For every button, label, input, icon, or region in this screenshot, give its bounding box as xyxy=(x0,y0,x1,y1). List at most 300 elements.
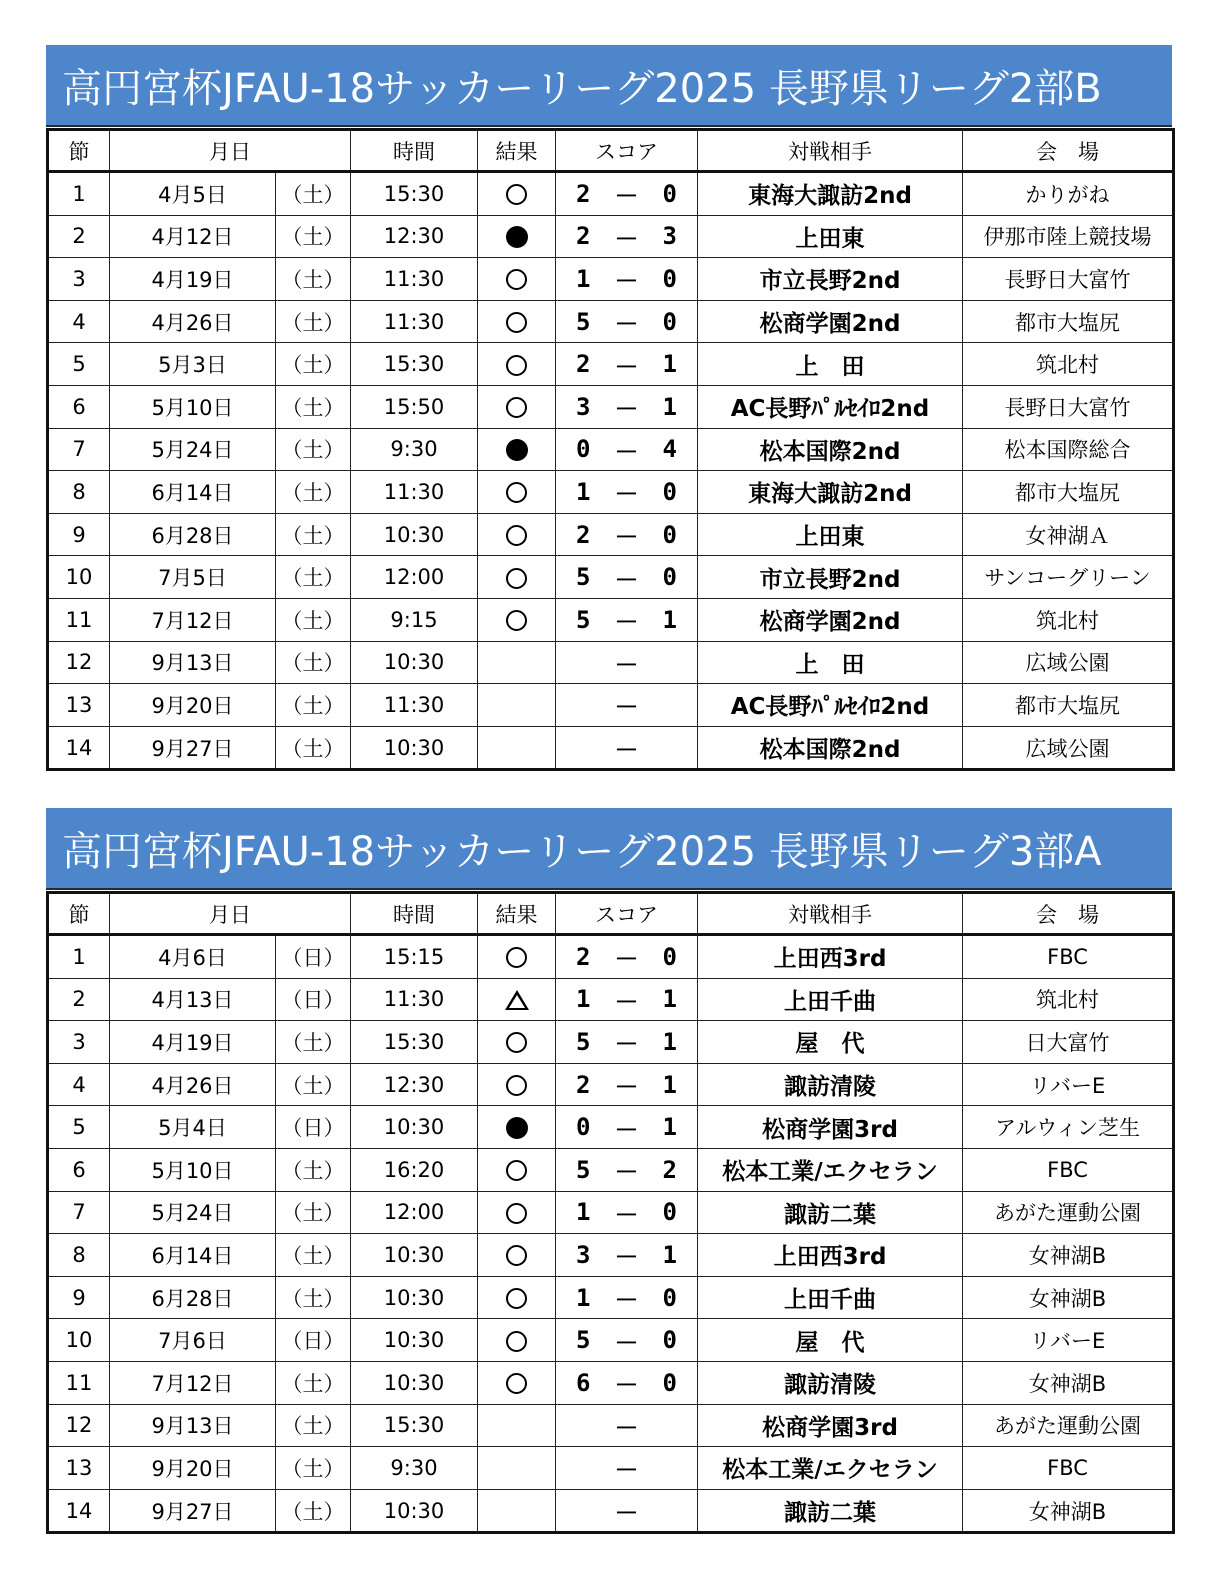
venue-name: リバーE xyxy=(963,1063,1174,1106)
match-date: 6月28日 xyxy=(110,1276,276,1319)
match-weekday: （日） xyxy=(276,935,351,979)
header-date: 月日 xyxy=(110,893,351,935)
match-weekday: （土） xyxy=(276,1234,351,1277)
match-date: 4月19日 xyxy=(110,258,276,301)
score-cell xyxy=(556,343,698,386)
opponent-name: 松本工業/エクセラン xyxy=(698,1148,963,1191)
header-venue: 会 場 xyxy=(963,893,1174,935)
venue-name: 女神湖B xyxy=(963,1489,1174,1533)
kickoff-time: 12:00 xyxy=(351,1191,478,1234)
match-weekday: （土） xyxy=(276,300,351,343)
score-cell xyxy=(556,172,698,216)
table-row xyxy=(48,1361,1174,1404)
score-home: 1 xyxy=(576,477,591,506)
venue-name: アルウィン芝生 xyxy=(963,1106,1174,1149)
match-date: 7月6日 xyxy=(110,1319,276,1362)
score-dash: － xyxy=(614,1158,639,1187)
score-dash: － xyxy=(614,736,639,765)
kickoff-time: 15:15 xyxy=(351,935,478,979)
table-row xyxy=(48,935,1174,979)
opponent-name: 上田西3rd xyxy=(698,935,963,979)
score-dash: － xyxy=(614,1115,639,1144)
venue-name: 松本国際総合 xyxy=(963,428,1174,471)
venue-name: 伊那市陸上競技場 xyxy=(963,215,1174,258)
score-away: 0 xyxy=(662,264,677,293)
opponent-name: 上田西3rd xyxy=(698,1234,963,1277)
score-dash: － xyxy=(614,437,639,466)
result-cell xyxy=(478,1404,556,1447)
match-date: 5月24日 xyxy=(110,1191,276,1234)
win-circle-icon xyxy=(506,1075,527,1096)
match-weekday: （土） xyxy=(276,684,351,727)
score-home: 1 xyxy=(576,264,591,293)
match-date: 7月5日 xyxy=(110,556,276,599)
score-dash: － xyxy=(614,182,639,211)
opponent-name: 上田千曲 xyxy=(698,978,963,1021)
kickoff-time: 15:30 xyxy=(351,343,478,386)
kickoff-time: 10:30 xyxy=(351,726,478,770)
match-weekday: （土） xyxy=(276,1404,351,1447)
score-home: 5 xyxy=(576,1326,591,1355)
result-cell xyxy=(478,598,556,641)
score-cell xyxy=(556,556,698,599)
score-cell xyxy=(556,385,698,428)
kickoff-time: 10:30 xyxy=(351,641,478,684)
result-cell xyxy=(478,215,556,258)
table-row xyxy=(48,513,1174,556)
venue-name: 都市大塩尻 xyxy=(963,471,1174,514)
win-circle-icon xyxy=(506,1160,527,1181)
score-cell xyxy=(556,1319,698,1362)
match-date: 9月13日 xyxy=(110,1404,276,1447)
score-cell xyxy=(556,641,698,684)
score-home: 2 xyxy=(576,520,591,549)
score-dash: － xyxy=(614,1286,639,1315)
match-date: 9月20日 xyxy=(110,684,276,727)
match-date: 5月4日 xyxy=(110,1106,276,1149)
round-no: 14 xyxy=(48,726,110,770)
opponent-name: 諏訪清陵 xyxy=(698,1063,963,1106)
result-cell xyxy=(478,1276,556,1319)
score-away: 0 xyxy=(662,1283,677,1312)
win-circle-icon xyxy=(506,1288,527,1309)
kickoff-time: 11:30 xyxy=(351,300,478,343)
kickoff-time: 10:30 xyxy=(351,1319,478,1362)
score-cell xyxy=(556,1489,698,1533)
table-row xyxy=(48,598,1174,641)
score-cell xyxy=(556,598,698,641)
score-cell xyxy=(556,1191,698,1234)
kickoff-time: 15:50 xyxy=(351,385,478,428)
kickoff-time: 12:00 xyxy=(351,556,478,599)
kickoff-time: 15:30 xyxy=(351,1404,478,1447)
match-date: 5月10日 xyxy=(110,1148,276,1191)
opponent-name: 松本国際2nd xyxy=(698,726,963,770)
table-row xyxy=(48,1106,1174,1149)
round-no: 1 xyxy=(48,172,110,216)
venue-name: 女神湖B xyxy=(963,1276,1174,1319)
opponent-name: 屋 代 xyxy=(698,1319,963,1362)
round-no: 12 xyxy=(48,641,110,684)
header-date: 月日 xyxy=(110,130,351,172)
venue-name: 女神湖B xyxy=(963,1234,1174,1277)
venue-name: 広域公園 xyxy=(963,641,1174,684)
table-row xyxy=(48,300,1174,343)
win-circle-icon xyxy=(506,184,527,205)
table-row xyxy=(48,258,1174,301)
score-cell xyxy=(556,978,698,1021)
score-cell xyxy=(556,1361,698,1404)
score-home: 0 xyxy=(576,1113,591,1142)
score-away: 0 xyxy=(662,1198,677,1227)
kickoff-time: 12:30 xyxy=(351,1063,478,1106)
round-no: 9 xyxy=(48,513,110,556)
round-no: 10 xyxy=(48,1319,110,1362)
match-date: 5月3日 xyxy=(110,343,276,386)
score-away: 1 xyxy=(662,350,677,379)
match-date: 4月26日 xyxy=(110,1063,276,1106)
score-dash: － xyxy=(614,224,639,253)
venue-name: FBC xyxy=(963,935,1174,979)
score-dash: － xyxy=(614,987,639,1016)
header-no: 節 xyxy=(48,893,110,935)
venue-name: FBC xyxy=(963,1447,1174,1490)
league-2b xyxy=(46,45,1172,771)
match-date: 4月26日 xyxy=(110,300,276,343)
venue-name: かりがね xyxy=(963,172,1174,216)
kickoff-time: 11:30 xyxy=(351,258,478,301)
score-cell xyxy=(556,1234,698,1277)
header-row xyxy=(48,130,1174,172)
round-no: 4 xyxy=(48,1063,110,1106)
opponent-name: 屋 代 xyxy=(698,1021,963,1064)
header-row xyxy=(48,893,1174,935)
match-date: 4月5日 xyxy=(110,172,276,216)
venue-name: あがた運動公園 xyxy=(963,1404,1174,1447)
header-result: 結果 xyxy=(478,130,556,172)
score-dash: － xyxy=(614,1499,639,1528)
match-weekday: （土） xyxy=(276,1191,351,1234)
round-no: 2 xyxy=(48,978,110,1021)
kickoff-time: 9:30 xyxy=(351,428,478,471)
win-circle-icon xyxy=(506,482,527,503)
result-cell xyxy=(478,471,556,514)
score-dash: － xyxy=(614,523,639,552)
win-circle-icon xyxy=(506,525,527,546)
table-row xyxy=(48,1319,1174,1362)
score-dash: － xyxy=(614,352,639,381)
table-row xyxy=(48,1234,1174,1277)
match-date: 9月13日 xyxy=(110,641,276,684)
score-away: 1 xyxy=(662,1240,677,1269)
score-dash: － xyxy=(614,565,639,594)
league-3a xyxy=(46,808,1172,1534)
venue-name: 長野日大富竹 xyxy=(963,385,1174,428)
table-row xyxy=(48,1447,1174,1490)
table-row xyxy=(48,1191,1174,1234)
win-circle-icon xyxy=(506,355,527,376)
round-no: 3 xyxy=(48,258,110,301)
match-weekday: （土） xyxy=(276,258,351,301)
score-cell xyxy=(556,935,698,979)
round-no: 1 xyxy=(48,935,110,979)
match-date: 7月12日 xyxy=(110,598,276,641)
score-away: 1 xyxy=(662,605,677,634)
venue-name: サンコーグリーン xyxy=(963,556,1174,599)
match-weekday: （日） xyxy=(276,1319,351,1362)
venue-name: あがた運動公園 xyxy=(963,1191,1174,1234)
opponent-name: 上田千曲 xyxy=(698,1276,963,1319)
score-cell xyxy=(556,258,698,301)
match-weekday: （土） xyxy=(276,1361,351,1404)
score-away: 1 xyxy=(662,1070,677,1099)
kickoff-time: 15:30 xyxy=(351,1021,478,1064)
kickoff-time: 12:30 xyxy=(351,215,478,258)
score-away: 0 xyxy=(662,520,677,549)
round-no: 3 xyxy=(48,1021,110,1064)
result-cell xyxy=(478,978,556,1021)
score-dash: － xyxy=(614,693,639,722)
opponent-name: 上 田 xyxy=(698,641,963,684)
venue-name: 筑北村 xyxy=(963,343,1174,386)
opponent-name: 諏訪二葉 xyxy=(698,1191,963,1234)
score-home: 2 xyxy=(576,1070,591,1099)
match-date: 9月20日 xyxy=(110,1447,276,1490)
kickoff-time: 10:30 xyxy=(351,1234,478,1277)
score-dash: － xyxy=(614,267,639,296)
score-cell xyxy=(556,1063,698,1106)
match-date: 9月27日 xyxy=(110,726,276,770)
score-cell xyxy=(556,471,698,514)
win-circle-icon xyxy=(506,1373,527,1394)
table-row xyxy=(48,343,1174,386)
round-no: 11 xyxy=(48,598,110,641)
match-weekday: （土） xyxy=(276,1021,351,1064)
kickoff-time: 11:30 xyxy=(351,978,478,1021)
match-weekday: （日） xyxy=(276,978,351,1021)
score-home: 2 xyxy=(576,222,591,251)
score-cell xyxy=(556,726,698,770)
result-cell xyxy=(478,1106,556,1149)
venue-name: 女神湖B xyxy=(963,1361,1174,1404)
score-home: 1 xyxy=(576,985,591,1014)
match-weekday: （土） xyxy=(276,1489,351,1533)
score-dash: － xyxy=(614,395,639,424)
result-cell xyxy=(478,1191,556,1234)
table-row xyxy=(48,215,1174,258)
win-circle-icon xyxy=(506,947,527,968)
score-home: 5 xyxy=(576,1155,591,1184)
score-home: 5 xyxy=(576,563,591,592)
match-weekday: （土） xyxy=(276,1447,351,1490)
round-no: 7 xyxy=(48,1191,110,1234)
score-home: 1 xyxy=(576,1283,591,1312)
opponent-name: 諏訪二葉 xyxy=(698,1489,963,1533)
round-no: 8 xyxy=(48,1234,110,1277)
score-away: 0 xyxy=(662,1368,677,1397)
score-cell xyxy=(556,428,698,471)
result-cell xyxy=(478,1234,556,1277)
table-row xyxy=(48,556,1174,599)
result-cell xyxy=(478,641,556,684)
score-dash: － xyxy=(614,1200,639,1229)
score-dash: － xyxy=(614,1456,639,1485)
league-title: 高円宮杯JFAU-18サッカーリーグ2025 長野県リーグ2部B xyxy=(46,45,1172,127)
match-weekday: （土） xyxy=(276,1148,351,1191)
score-home: 2 xyxy=(576,350,591,379)
match-weekday: （土） xyxy=(276,428,351,471)
opponent-name: 松商学園2nd xyxy=(698,598,963,641)
header-time: 時間 xyxy=(351,893,478,935)
win-circle-icon xyxy=(506,269,527,290)
venue-name: 都市大塩尻 xyxy=(963,300,1174,343)
table-row xyxy=(48,172,1174,216)
match-date: 6月28日 xyxy=(110,513,276,556)
round-no: 9 xyxy=(48,1276,110,1319)
match-weekday: （土） xyxy=(276,215,351,258)
header-opponent: 対戦相手 xyxy=(698,130,963,172)
score-away: 4 xyxy=(662,435,677,464)
table-row xyxy=(48,428,1174,471)
kickoff-time: 9:30 xyxy=(351,1447,478,1490)
result-cell xyxy=(478,172,556,216)
header-no: 節 xyxy=(48,130,110,172)
score-cell xyxy=(556,300,698,343)
match-weekday: （土） xyxy=(276,172,351,216)
win-circle-icon xyxy=(506,1245,527,1266)
opponent-name: 上田東 xyxy=(698,513,963,556)
opponent-name: 上 田 xyxy=(698,343,963,386)
header-score: スコア xyxy=(556,130,698,172)
header-venue: 会 場 xyxy=(963,130,1174,172)
table-row xyxy=(48,1489,1174,1533)
kickoff-time: 10:30 xyxy=(351,1276,478,1319)
venue-name: 日大富竹 xyxy=(963,1021,1174,1064)
score-dash: － xyxy=(614,310,639,339)
result-cell xyxy=(478,385,556,428)
result-cell xyxy=(478,1447,556,1490)
match-weekday: （日） xyxy=(276,1106,351,1149)
score-cell xyxy=(556,1148,698,1191)
opponent-name: 松本国際2nd xyxy=(698,428,963,471)
match-date: 4月13日 xyxy=(110,978,276,1021)
header-result: 結果 xyxy=(478,893,556,935)
opponent-name: AC長野ﾊﾟﾙｾｲﾛ2nd xyxy=(698,385,963,428)
match-date: 5月10日 xyxy=(110,385,276,428)
score-dash: － xyxy=(614,1413,639,1442)
score-home: 5 xyxy=(576,1027,591,1056)
kickoff-time: 11:30 xyxy=(351,471,478,514)
win-circle-icon xyxy=(506,1032,527,1053)
win-circle-icon xyxy=(506,312,527,333)
venue-name: 女神湖Ａ xyxy=(963,513,1174,556)
score-home: 2 xyxy=(576,942,591,971)
venue-name: 都市大塩尻 xyxy=(963,684,1174,727)
kickoff-time: 9:15 xyxy=(351,598,478,641)
result-cell xyxy=(478,1021,556,1064)
score-away: 0 xyxy=(662,179,677,208)
match-weekday: （土） xyxy=(276,726,351,770)
round-no: 6 xyxy=(48,1148,110,1191)
score-home: 5 xyxy=(576,307,591,336)
score-away: 0 xyxy=(662,477,677,506)
score-dash: － xyxy=(614,1073,639,1102)
opponent-name: 松商学園3rd xyxy=(698,1404,963,1447)
loss-filled-circle-icon xyxy=(506,226,528,248)
result-cell xyxy=(478,300,556,343)
match-weekday: （土） xyxy=(276,385,351,428)
table-row xyxy=(48,471,1174,514)
kickoff-time: 15:30 xyxy=(351,172,478,216)
result-cell xyxy=(478,428,556,471)
opponent-name: 上田東 xyxy=(698,215,963,258)
score-cell xyxy=(556,1276,698,1319)
match-date: 5月24日 xyxy=(110,428,276,471)
match-weekday: （土） xyxy=(276,1063,351,1106)
score-home: 5 xyxy=(576,605,591,634)
match-date: 6月14日 xyxy=(110,1234,276,1277)
loss-filled-circle-icon xyxy=(506,439,528,461)
kickoff-time: 10:30 xyxy=(351,513,478,556)
match-weekday: （土） xyxy=(276,343,351,386)
result-cell xyxy=(478,684,556,727)
table-row xyxy=(48,385,1174,428)
round-no: 13 xyxy=(48,684,110,727)
result-cell xyxy=(478,1148,556,1191)
score-dash: － xyxy=(614,608,639,637)
match-weekday: （土） xyxy=(276,471,351,514)
match-weekday: （土） xyxy=(276,513,351,556)
table-row xyxy=(48,1404,1174,1447)
result-cell xyxy=(478,343,556,386)
table-row xyxy=(48,1063,1174,1106)
venue-name: 広域公園 xyxy=(963,726,1174,770)
opponent-name: 松本工業/エクセラン xyxy=(698,1447,963,1490)
header-time: 時間 xyxy=(351,130,478,172)
table-row xyxy=(48,1276,1174,1319)
match-date: 4月6日 xyxy=(110,935,276,979)
round-no: 12 xyxy=(48,1404,110,1447)
score-cell xyxy=(556,513,698,556)
score-dash: － xyxy=(614,1030,639,1059)
score-away: 3 xyxy=(662,222,677,251)
match-date: 9月27日 xyxy=(110,1489,276,1533)
score-cell xyxy=(556,1106,698,1149)
table-row xyxy=(48,1021,1174,1064)
score-cell xyxy=(556,1021,698,1064)
score-home: 6 xyxy=(576,1368,591,1397)
loss-filled-circle-icon xyxy=(506,1117,528,1139)
score-cell xyxy=(556,215,698,258)
score-cell xyxy=(556,1447,698,1490)
kickoff-time: 10:30 xyxy=(351,1489,478,1533)
table-row xyxy=(48,1148,1174,1191)
schedule-table xyxy=(46,891,1175,1534)
score-cell xyxy=(556,684,698,727)
score-dash: － xyxy=(614,1243,639,1272)
header-score: スコア xyxy=(556,893,698,935)
opponent-name: 松商学園3rd xyxy=(698,1106,963,1149)
opponent-name: 市立長野2nd xyxy=(698,556,963,599)
result-cell xyxy=(478,1063,556,1106)
opponent-name: 松商学園2nd xyxy=(698,300,963,343)
header-opponent: 対戦相手 xyxy=(698,893,963,935)
table-row xyxy=(48,641,1174,684)
score-away: 0 xyxy=(662,563,677,592)
score-home: 3 xyxy=(576,1240,591,1269)
score-dash: － xyxy=(614,480,639,509)
match-date: 4月19日 xyxy=(110,1021,276,1064)
